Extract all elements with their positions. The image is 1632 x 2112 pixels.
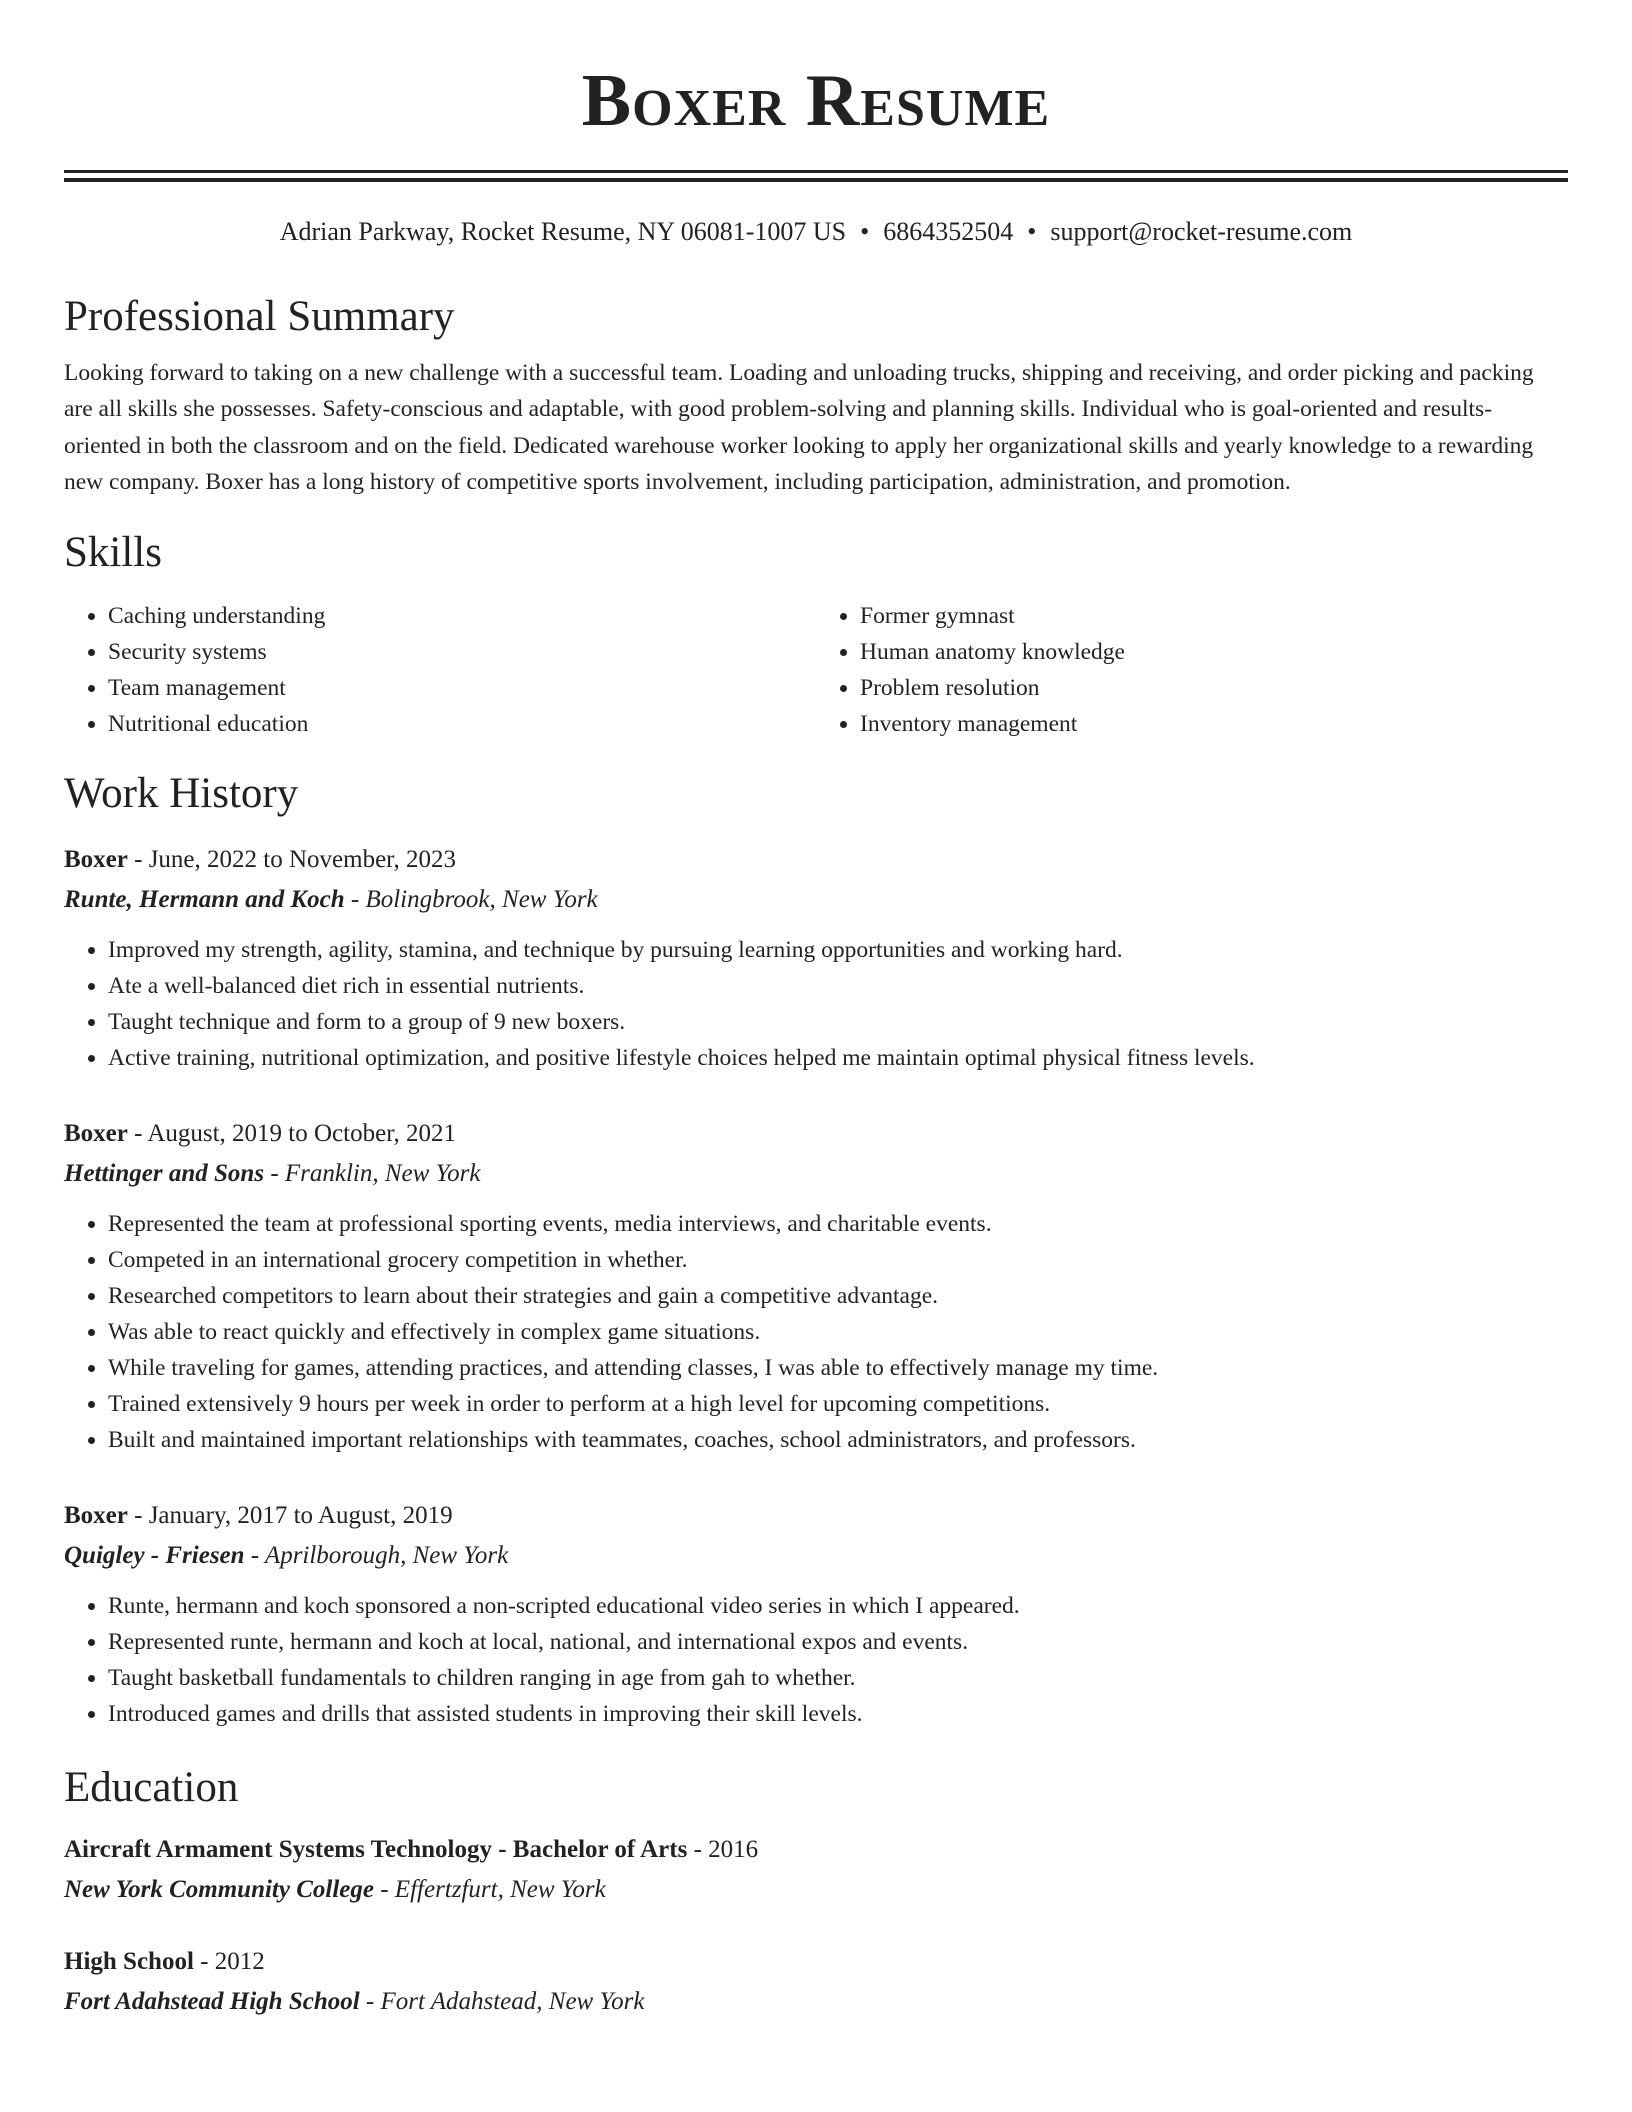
job-bullet: • Represented the team at professional sporting events, media interviews, and charitable events. — [108, 1206, 1568, 1242]
job-dates: - August, 2019 to October, 2021 — [127, 1119, 457, 1147]
skill-item: • Team management — [108, 670, 816, 706]
skill-item: • Former gymnast — [860, 598, 1568, 634]
job-title-line — [64, 1114, 1568, 1154]
degree-year: - 2012 — [193, 1947, 265, 1975]
job-entry — [64, 1496, 1568, 1732]
school-location: - Fort Adahstead, New York — [359, 1987, 645, 2015]
school-line — [64, 1982, 1568, 2022]
education-entry — [64, 1830, 1568, 1910]
skills-list — [64, 598, 1568, 742]
employer-location: - Bolingbrook, New York — [344, 885, 598, 913]
job-title: Boxer — [64, 1501, 128, 1529]
skills-column-right — [816, 598, 1568, 742]
title-divider — [64, 170, 1568, 182]
job-bullet: • Taught basketball fundamentals to children ranging in age from gah to whether. — [108, 1660, 1568, 1696]
school-name: Fort Adahstead High School — [64, 1987, 360, 2015]
degree-line — [64, 1830, 1568, 1870]
job-entry — [64, 840, 1568, 1076]
job-title: Boxer — [64, 1119, 128, 1147]
contact-address: Adrian Parkway, Rocket Resume, NY 06081-1007 US — [279, 217, 847, 246]
school-location: - Effertzfurt, New York — [373, 1875, 606, 1903]
skill-item: • Problem resolution — [860, 670, 1568, 706]
contact-line — [64, 216, 1568, 247]
skill-item: • Security systems — [108, 634, 816, 670]
job-bullets — [64, 1206, 1568, 1458]
job-bullet: • Runte, hermann and koch sponsored a non-scripted educational video series in which I appeared. — [108, 1588, 1568, 1624]
employer-line — [64, 880, 1568, 920]
contact-separator: • — [1027, 217, 1037, 246]
contact-separator: • — [860, 217, 870, 246]
job-bullets — [64, 932, 1568, 1076]
job-title: Boxer — [64, 845, 128, 873]
degree-name: Aircraft Armament Systems Technology - Bachelor of Arts — [64, 1835, 688, 1863]
job-bullet: • Researched competitors to learn about their strategies and gain a competitive advantage. — [108, 1278, 1568, 1314]
education-heading: Education — [64, 1763, 239, 1811]
summary-text: Looking forward to taking on a new challenge with a successful team. Loading and unloading trucks, shipping and receiving, and order picking and packing are all skills she possesses. Safety-conscious and adaptable, with good problem-solving and planning skills. Individual who is goal-oriented and results-oriented in both the classroom and on the field. Dedicated warehouse worker looking to apply her organizational skills and yearly knowledge to a rewarding new company. Boxer has a long history of competitive sports involvement, including participation, administration, and promotion. — [64, 359, 1534, 496]
degree-name: High School — [64, 1947, 194, 1975]
skills-heading: Skills — [64, 528, 162, 576]
employer-name: Hettinger and Sons — [64, 1159, 265, 1187]
job-dates: - June, 2022 to November, 2023 — [127, 845, 456, 873]
employer-location: - Franklin, New York — [264, 1159, 481, 1187]
job-bullet: • Introduced games and drills that assisted students in improving their skill levels. — [108, 1696, 1568, 1732]
school-name: New York Community College — [64, 1875, 374, 1903]
job-bullet: • Was able to react quickly and effectively in complex game situations. — [108, 1314, 1568, 1350]
job-bullet: • Built and maintained important relationships with teammates, coaches, school administrators, and professors. — [108, 1422, 1568, 1458]
employer-name: Quigley - Friesen — [64, 1541, 245, 1569]
skill-item: • Caching understanding — [108, 598, 816, 634]
degree-year: - 2016 — [687, 1835, 759, 1863]
job-dates: - January, 2017 to August, 2019 — [127, 1501, 453, 1529]
job-title-line — [64, 840, 1568, 880]
job-title-line — [64, 1496, 1568, 1536]
skill-item: • Nutritional education — [108, 706, 816, 742]
job-bullet: • Competed in an international grocery competition in whether. — [108, 1242, 1568, 1278]
skill-item: • Inventory management — [860, 706, 1568, 742]
employer-location: - Aprilborough, New York — [244, 1541, 509, 1569]
work-history-heading: Work History — [64, 770, 299, 818]
degree-line — [64, 1942, 1568, 1982]
employer-line — [64, 1536, 1568, 1576]
employer-line — [64, 1154, 1568, 1194]
job-bullet: • While traveling for games, attending practices, and attending classes, I was able to effectively manage my time. — [108, 1350, 1568, 1386]
contact-phone: 6864352504 — [883, 217, 1014, 246]
job-bullet: • Taught technique and form to a group of 9 new boxers. — [108, 1004, 1568, 1040]
resume-title: Boxer Resume — [581, 60, 1051, 142]
summary-heading: Professional Summary — [64, 293, 455, 341]
job-entry — [64, 1114, 1568, 1458]
job-bullets — [64, 1588, 1568, 1732]
job-bullet: • Improved my strength, agility, stamina, and technique by pursuing learning opportunities and working hard. — [108, 932, 1568, 968]
job-bullet: • Represented runte, hermann and koch at local, national, and international expos and events. — [108, 1624, 1568, 1660]
job-bullet: • Ate a well-balanced diet rich in essential nutrients. — [108, 968, 1568, 1004]
skills-column-left — [64, 598, 816, 742]
job-bullet: • Trained extensively 9 hours per week in order to perform at a high level for upcoming competitions. — [108, 1386, 1568, 1422]
contact-email: support@rocket-resume.com — [1050, 217, 1353, 246]
school-line — [64, 1870, 1568, 1910]
employer-name: Runte, Hermann and Koch — [64, 885, 345, 913]
skill-item: • Human anatomy knowledge — [860, 634, 1568, 670]
job-bullet: • Active training, nutritional optimization, and positive lifestyle choices helped me maintain optimal physical fitness levels. — [108, 1040, 1568, 1076]
education-entry — [64, 1942, 1568, 2022]
